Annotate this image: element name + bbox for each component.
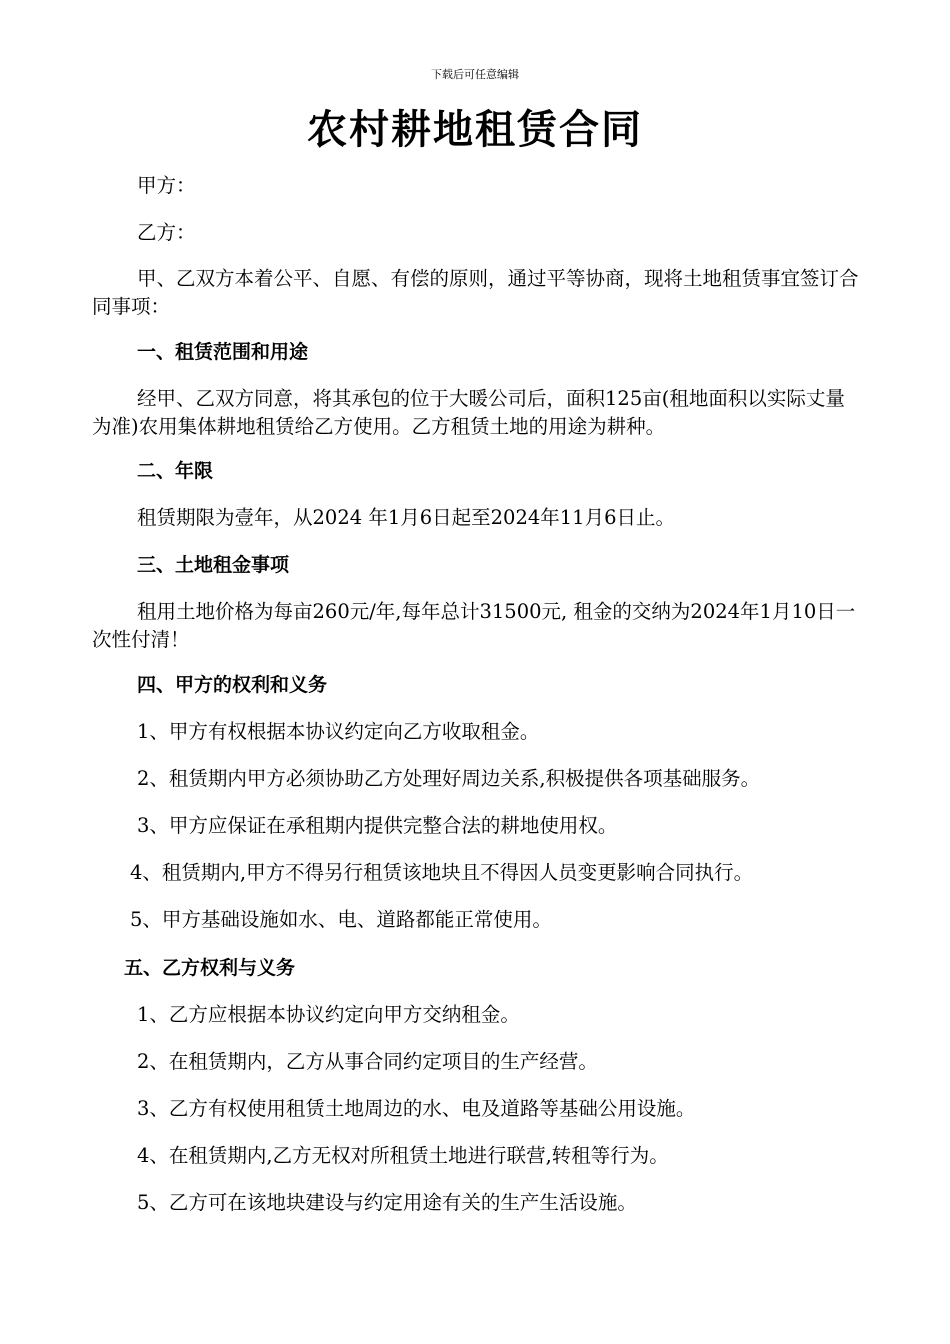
intro-paragraph: 甲、乙双方本着公平、自愿、有偿的原则，通过平等协商，现将土地租赁事宜签订合同事项： bbox=[92, 267, 859, 318]
section-4-heading: 四、甲方的权利和义务 bbox=[137, 674, 328, 696]
section-4-item: 4、租赁期内,甲方不得另行租赁该地块且不得因人员变更影响合同执行。 bbox=[130, 861, 754, 884]
section-4-item: 3、甲方应保证在承租期内提供完整合法的耕地使用权。 bbox=[137, 814, 618, 837]
party-a-line: 甲方： bbox=[137, 174, 196, 197]
section-5-item: 5、乙方可在该地块建设与约定用途有关的生产生活设施。 bbox=[137, 1191, 637, 1214]
section-5-item: 1、乙方应根据本协议约定向甲方交纳租金。 bbox=[137, 1003, 520, 1026]
section-2-heading: 二、年限 bbox=[137, 460, 214, 482]
section-5-item: 3、乙方有权使用租赁土地周边的水、电及道路等基础公用设施。 bbox=[137, 1097, 696, 1120]
section-4-item: 1、甲方有权根据本协议约定向乙方收取租金。 bbox=[137, 720, 540, 743]
section-1-body: 经甲、乙双方同意，将其承包的位于大暖公司后，面积125亩(租地面积以实际丈量为准)农用集体耕地租赁给乙方使用。乙方租赁土地的用途为耕种。 bbox=[92, 387, 845, 438]
party-b-line: 乙方： bbox=[137, 221, 196, 244]
section-2-body: 租赁期限为壹年，从2024 年1月6日起至2024年11月6日止。 bbox=[137, 506, 675, 529]
contract-title: 农村耕地租赁合同 bbox=[307, 107, 643, 153]
section-1-heading: 一、租赁范围和用途 bbox=[137, 341, 309, 363]
section-5-item: 2、在租赁期内，乙方从事合同约定项目的生产经营。 bbox=[137, 1050, 598, 1073]
section-4-item: 5、甲方基础设施如水、电、道路都能正常使用。 bbox=[130, 908, 552, 931]
section-3-body: 租用土地价格为每亩260元/年,每年总计31500元, 租金的交纳为2024年1月10日一次性付清！ bbox=[92, 600, 856, 651]
section-4-item: 2、租赁期内甲方必须协助乙方处理好周边关系,积极提供各项基础服务。 bbox=[137, 767, 761, 790]
section-5-item: 4、在租赁期内,乙方无权对所租赁土地进行联营,转租等行为。 bbox=[137, 1144, 669, 1167]
section-3-heading: 三、土地租金事项 bbox=[137, 554, 290, 576]
section-5-heading: 五、乙方权利与义务 bbox=[124, 957, 296, 979]
header-note: 下载后可任意编辑 bbox=[431, 68, 519, 81]
